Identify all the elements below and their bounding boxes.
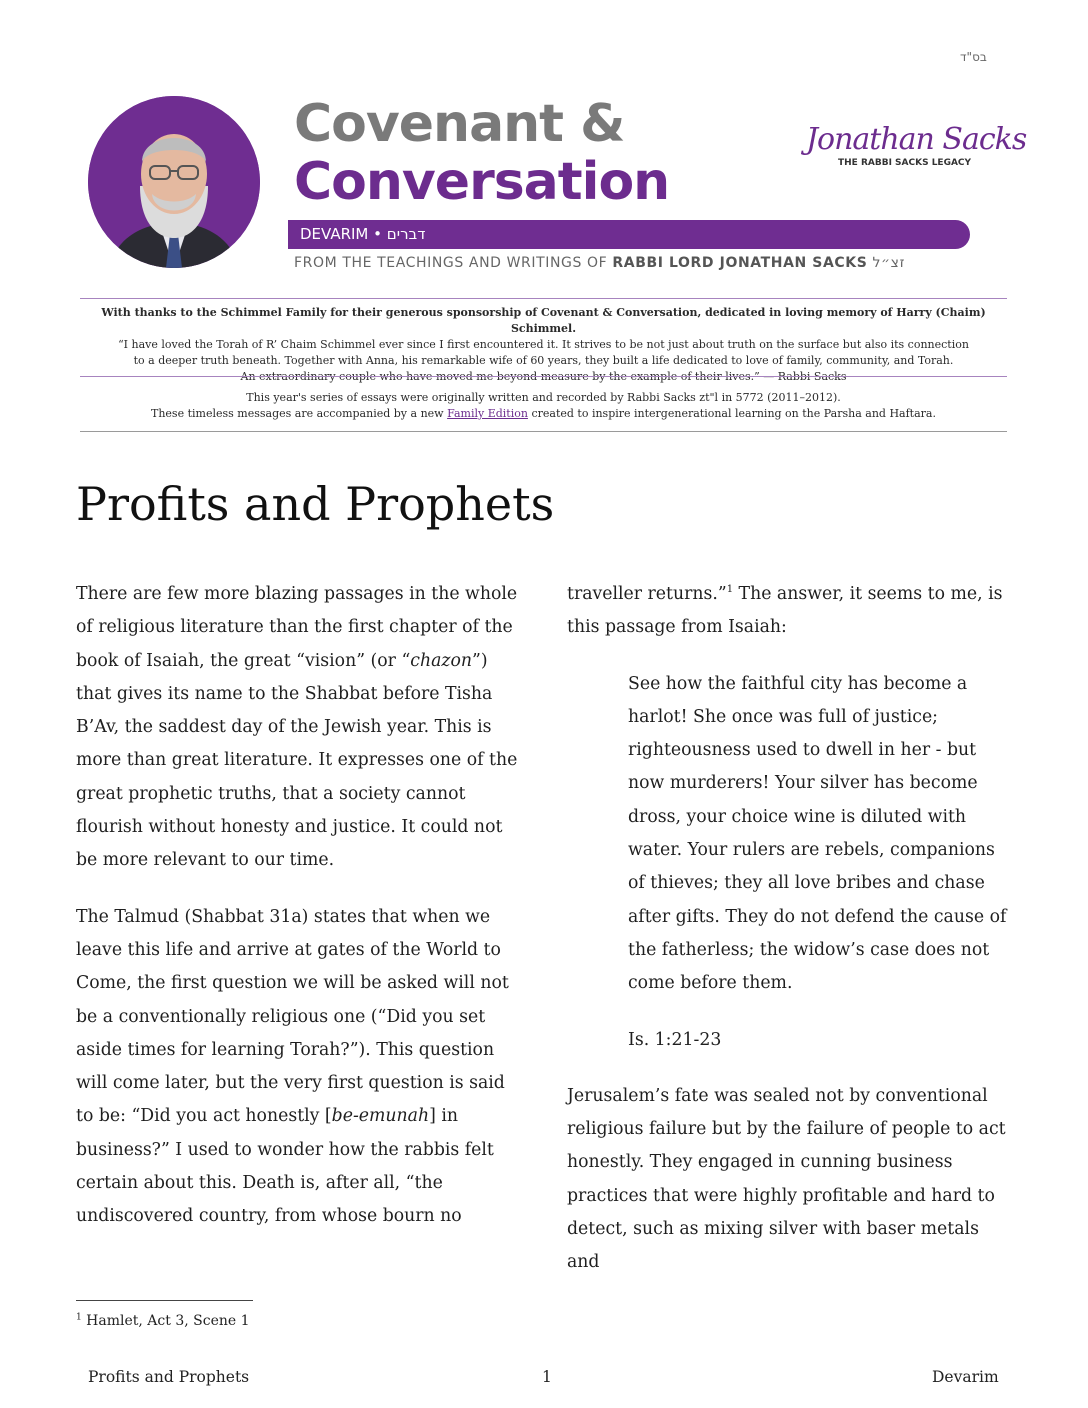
sponsorship-thanks: With thanks to the Schimmel Family for their generous sponsorship of Covenant & Conversation, dedicated in loving memory of Harry (Chaim) Schimmel. (101, 306, 986, 335)
footer-book: Devarim (932, 1368, 999, 1386)
brand-title-covenant: Covenant & (294, 94, 625, 154)
teachings-author: RABBI LORD JONATHAN SACKS (612, 255, 868, 271)
teachings-prefix: FROM THE TEACHINGS AND WRITINGS OF (294, 255, 608, 271)
series-line2-before: These timeless messages are accompanied by a new (151, 407, 444, 420)
sponsorship-block (80, 305, 1007, 385)
left-column (76, 578, 522, 1257)
isaiah-quote: See how the faithful city has become a harlot! She once was full of justice; righteousness used to dwell in her - but now murderers! Your silver has become dross, your choice wine is diluted with water. Your rulers are rebels, companions of thieves; they all love bribes and chase after gifts. They do not defend the cause of the fatherless; the widow’s case does not come before them. (628, 673, 1007, 994)
footnote-number: 1 (76, 1312, 82, 1323)
series-line1: This year's series of essays were originally written and recorded by Rabbi Sacks zt"l in 5772 (2011–2012). (246, 391, 841, 404)
footnote-rule (76, 1300, 253, 1301)
quote-citation: Is. 1:21-23 (628, 1029, 722, 1050)
rabbi-portrait (88, 96, 260, 268)
teachings-suffix: זצ״ל (872, 255, 906, 271)
divider-middle (80, 376, 1007, 377)
sponsorship-quote-line2: to a deeper truth beneath. Together with Anna, his remarkable wife of 60 years, they built a life dedicated to love of family, community, and Torah. (133, 354, 954, 367)
divider-top (80, 298, 1007, 299)
book-banner (288, 220, 970, 249)
footer-title: Profits and Prophets (88, 1368, 250, 1386)
article-title: Profits and Prophets (76, 477, 555, 531)
teachings-line (294, 255, 905, 271)
footnote-ref: 1 (726, 584, 734, 596)
sponsorship-quote-line3: An extraordinary couple who have moved me beyond measure by the example of their lives.” — Rabbi Sacks (240, 370, 847, 383)
signature-logo: Jonathan Sacks (806, 122, 1027, 157)
bsd-mark: בס"ד (960, 50, 987, 64)
paragraph-1: There are few more blazing passages in the whole of religious literature than the first chapter of the book of Isaiah, the great “vision” (or “chazon”) that gives its name to the Shabbat before Tisha B’Av, the saddest day of the Jewish year. This is more than great literature. It expresses one of the great prophetic truths, that a society cannot flourish without honesty and justice. It could not be more relevant to our time. (76, 584, 518, 871)
footnote (76, 1313, 250, 1329)
series-line2 (80, 406, 1007, 422)
series-line2-after: created to inspire intergenerational learning on the Parsha and Haftara. (531, 407, 936, 420)
legacy-logo (806, 122, 1027, 168)
brand-title-conversation: Conversation (294, 152, 670, 212)
divider-bottom (80, 431, 1007, 432)
footnote-text: Hamlet, Act 3, Scene 1 (81, 1313, 250, 1329)
series-note (80, 390, 1007, 422)
paragraph-4: Jerusalem’s fate was sealed not by conventional religious failure but by the failure of people to act honestly. They engaged in cunning business practices that were highly profitable and hard to detect, such as mixing silver with baser metals and (567, 1085, 1006, 1273)
book-label: DEVARIM • דברים (300, 225, 426, 243)
paragraph-3: traveller returns.”$^1$ The answer, it seems to me, is this passage from Isaiah: (567, 584, 1003, 638)
sponsorship-quote-line1: “I have loved the Torah of R’ Chaim Schimmel ever since I first encountered it. It strives to be not just about truth on the surface but also its connection (118, 338, 969, 351)
legacy-label: THE RABBI SACKS LEGACY (838, 158, 972, 168)
right-column (567, 578, 1013, 1303)
family-edition-link[interactable]: Family Edition (447, 407, 528, 420)
page-number: 1 (542, 1368, 552, 1386)
paragraph-2: The Talmud (Shabbat 31a) states that when we leave this life and arrive at gates of the World to Come, the first question we will be asked will not be a conventionally religious one (“Did you set aside times for learning Torah?”). This question will come later, but the very first question is said to be: “Did you act honestly [be-emunah] in business?” I used to wonder how the rabbis felt certain about this. Death is, after all, “the undiscovered country, from whose bourn no (76, 906, 509, 1227)
